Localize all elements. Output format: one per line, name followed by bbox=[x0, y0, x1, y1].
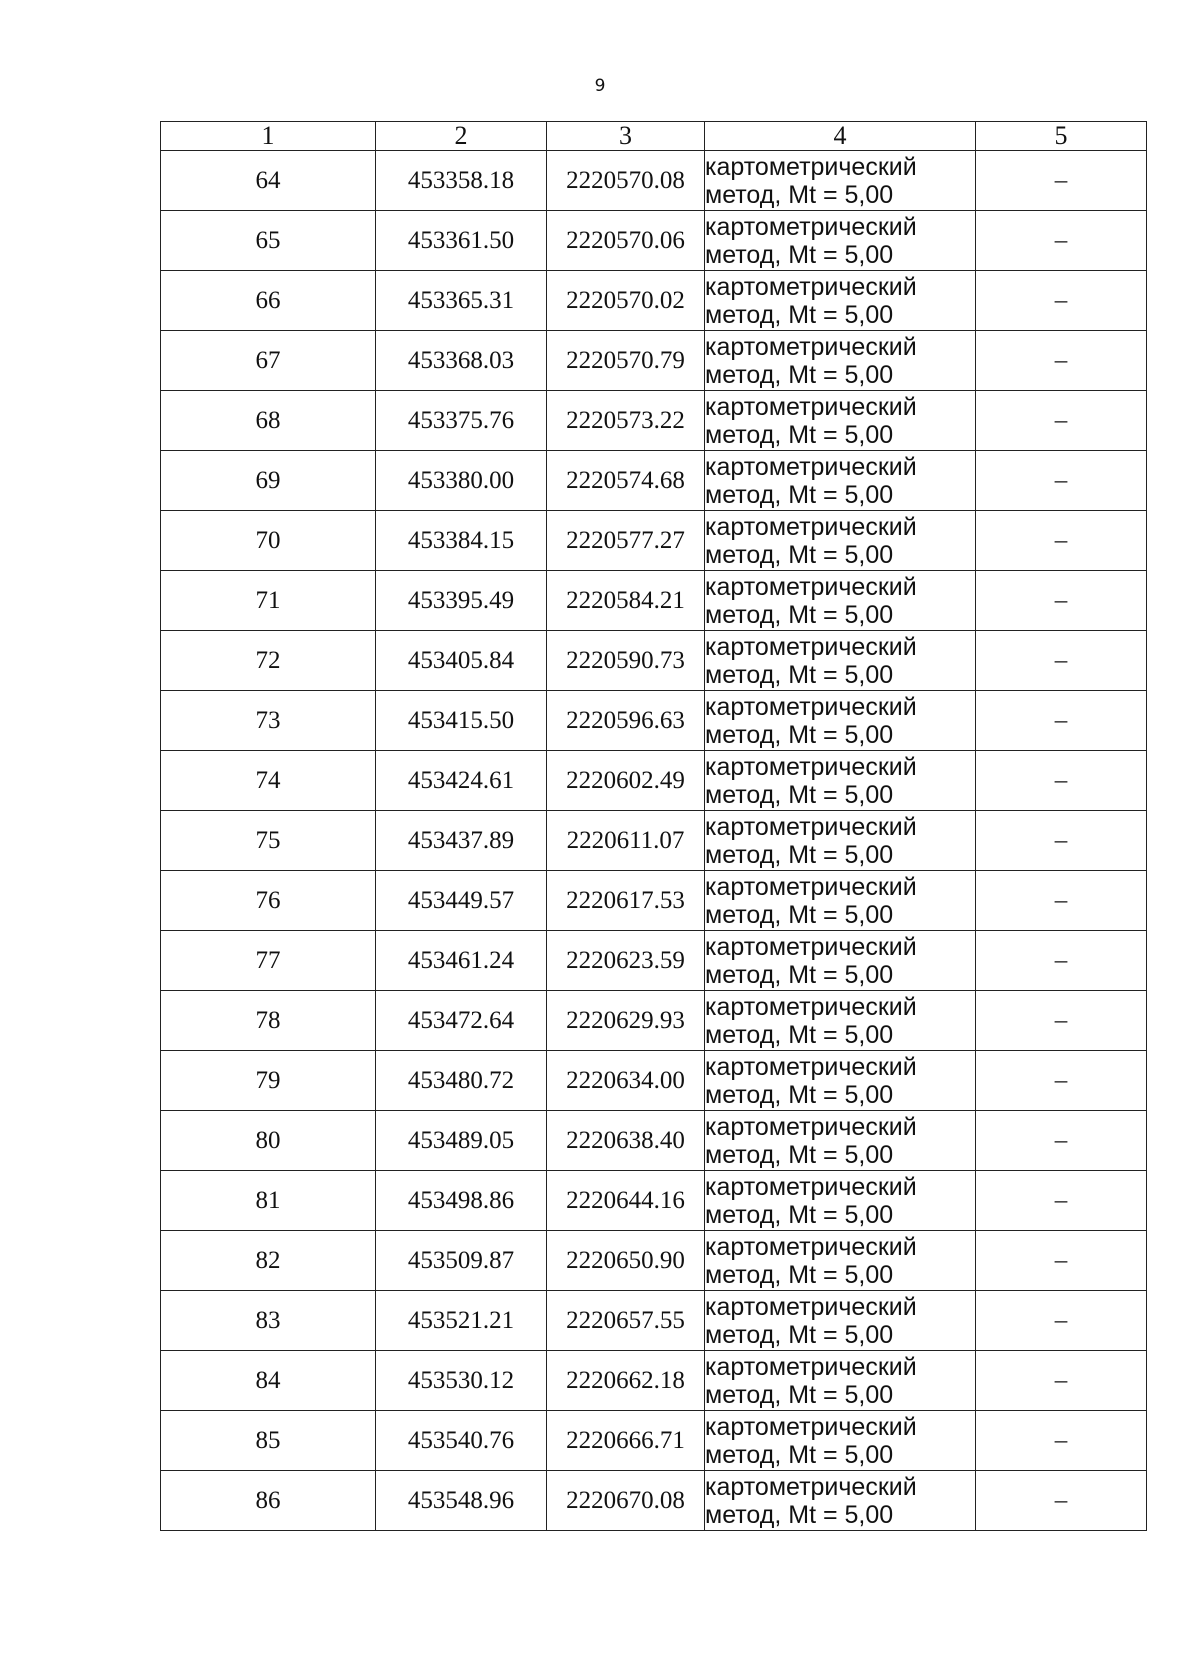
table-row bbox=[161, 691, 1147, 751]
method-cell bbox=[705, 331, 976, 391]
table-row bbox=[161, 1051, 1147, 1111]
column-header-2: 2 bbox=[376, 122, 547, 151]
column-header-4: 4 bbox=[705, 122, 976, 151]
y-coordinate-cell: 2220573.22 bbox=[547, 391, 705, 451]
point-number-cell: 75 bbox=[161, 811, 376, 871]
table-header bbox=[161, 122, 1147, 151]
table-row bbox=[161, 391, 1147, 451]
note-cell: – bbox=[976, 1111, 1147, 1171]
method-line-2: метод, Mt = 5,00 bbox=[705, 1320, 894, 1349]
method-cell bbox=[705, 271, 976, 331]
method-line-2: метод, Mt = 5,00 bbox=[705, 1380, 894, 1409]
method-line-2: метод, Mt = 5,00 bbox=[705, 960, 894, 989]
method-cell bbox=[705, 211, 976, 271]
table-row bbox=[161, 991, 1147, 1051]
note-cell: – bbox=[976, 991, 1147, 1051]
method-cell bbox=[705, 1471, 976, 1531]
method-cell bbox=[705, 571, 976, 631]
x-coordinate-cell: 453509.87 bbox=[376, 1231, 547, 1291]
method-line-2: метод, Mt = 5,00 bbox=[705, 1440, 894, 1469]
method-line-1: картометрический bbox=[705, 632, 917, 661]
point-number-cell: 69 bbox=[161, 451, 376, 511]
table-row bbox=[161, 631, 1147, 691]
method-cell bbox=[705, 871, 976, 931]
method-cell bbox=[705, 511, 976, 571]
method-line-2: метод, Mt = 5,00 bbox=[705, 1260, 894, 1289]
x-coordinate-cell: 453449.57 bbox=[376, 871, 547, 931]
note-cell: – bbox=[976, 1231, 1147, 1291]
method-line-1: картометрический bbox=[705, 572, 917, 601]
note-cell: – bbox=[976, 331, 1147, 391]
method-line-1: картометрический bbox=[705, 1232, 917, 1261]
note-cell: – bbox=[976, 151, 1147, 211]
table-body bbox=[161, 151, 1147, 1531]
point-number-cell: 76 bbox=[161, 871, 376, 931]
y-coordinate-cell: 2220638.40 bbox=[547, 1111, 705, 1171]
method-cell bbox=[705, 1171, 976, 1231]
x-coordinate-cell: 453548.96 bbox=[376, 1471, 547, 1531]
y-coordinate-cell: 2220570.08 bbox=[547, 151, 705, 211]
point-number-cell: 64 bbox=[161, 151, 376, 211]
note-cell: – bbox=[976, 871, 1147, 931]
table-row bbox=[161, 751, 1147, 811]
method-cell bbox=[705, 151, 976, 211]
table-row bbox=[161, 211, 1147, 271]
point-number-cell: 68 bbox=[161, 391, 376, 451]
method-line-2: метод, Mt = 5,00 bbox=[705, 660, 894, 689]
y-coordinate-cell: 2220596.63 bbox=[547, 691, 705, 751]
point-number-cell: 70 bbox=[161, 511, 376, 571]
method-line-1: картометрический bbox=[705, 272, 917, 301]
table-row bbox=[161, 331, 1147, 391]
method-line-1: картометрический bbox=[705, 992, 917, 1021]
table-row bbox=[161, 931, 1147, 991]
method-line-2: метод, Mt = 5,00 bbox=[705, 1080, 894, 1109]
x-coordinate-cell: 453358.18 bbox=[376, 151, 547, 211]
point-number-cell: 81 bbox=[161, 1171, 376, 1231]
method-cell bbox=[705, 811, 976, 871]
point-number-cell: 78 bbox=[161, 991, 376, 1051]
table-row bbox=[161, 1111, 1147, 1171]
note-cell: – bbox=[976, 751, 1147, 811]
note-cell: – bbox=[976, 1171, 1147, 1231]
method-cell bbox=[705, 1291, 976, 1351]
method-line-1: картометрический bbox=[705, 872, 917, 901]
note-cell: – bbox=[976, 811, 1147, 871]
x-coordinate-cell: 453405.84 bbox=[376, 631, 547, 691]
y-coordinate-cell: 2220623.59 bbox=[547, 931, 705, 991]
x-coordinate-cell: 453480.72 bbox=[376, 1051, 547, 1111]
note-cell: – bbox=[976, 511, 1147, 571]
y-coordinate-cell: 2220590.73 bbox=[547, 631, 705, 691]
page-number: 9 bbox=[594, 76, 606, 96]
method-cell bbox=[705, 1111, 976, 1171]
point-number-cell: 85 bbox=[161, 1411, 376, 1471]
method-line-2: метод, Mt = 5,00 bbox=[705, 600, 894, 629]
method-line-1: картометрический bbox=[705, 932, 917, 961]
x-coordinate-cell: 453380.00 bbox=[376, 451, 547, 511]
note-cell: – bbox=[976, 571, 1147, 631]
point-number-cell: 72 bbox=[161, 631, 376, 691]
table-row bbox=[161, 1231, 1147, 1291]
y-coordinate-cell: 2220570.79 bbox=[547, 331, 705, 391]
coordinates-table bbox=[160, 121, 1147, 1531]
method-line-2: метод, Mt = 5,00 bbox=[705, 360, 894, 389]
table-row bbox=[161, 1471, 1147, 1531]
y-coordinate-cell: 2220602.49 bbox=[547, 751, 705, 811]
point-number-cell: 73 bbox=[161, 691, 376, 751]
x-coordinate-cell: 453498.86 bbox=[376, 1171, 547, 1231]
column-header-1: 1 bbox=[161, 122, 376, 151]
y-coordinate-cell: 2220617.53 bbox=[547, 871, 705, 931]
method-line-2: метод, Mt = 5,00 bbox=[705, 840, 894, 869]
method-line-2: метод, Mt = 5,00 bbox=[705, 480, 894, 509]
column-header-3: 3 bbox=[547, 122, 705, 151]
point-number-cell: 77 bbox=[161, 931, 376, 991]
method-cell bbox=[705, 1051, 976, 1111]
method-line-2: метод, Mt = 5,00 bbox=[705, 300, 894, 329]
table-row bbox=[161, 811, 1147, 871]
table-row bbox=[161, 1351, 1147, 1411]
x-coordinate-cell: 453521.21 bbox=[376, 1291, 547, 1351]
y-coordinate-cell: 2220577.27 bbox=[547, 511, 705, 571]
method-line-2: метод, Mt = 5,00 bbox=[705, 420, 894, 449]
table-row bbox=[161, 271, 1147, 331]
method-cell bbox=[705, 1231, 976, 1291]
point-number-cell: 67 bbox=[161, 331, 376, 391]
note-cell: – bbox=[976, 391, 1147, 451]
y-coordinate-cell: 2220650.90 bbox=[547, 1231, 705, 1291]
y-coordinate-cell: 2220634.00 bbox=[547, 1051, 705, 1111]
method-line-2: метод, Mt = 5,00 bbox=[705, 540, 894, 569]
table-row bbox=[161, 1291, 1147, 1351]
method-cell bbox=[705, 691, 976, 751]
method-line-1: картометрический bbox=[705, 392, 917, 421]
method-line-1: картометрический bbox=[705, 1172, 917, 1201]
x-coordinate-cell: 453472.64 bbox=[376, 991, 547, 1051]
method-cell bbox=[705, 631, 976, 691]
x-coordinate-cell: 453384.15 bbox=[376, 511, 547, 571]
column-header-5: 5 bbox=[976, 122, 1147, 151]
table-row bbox=[161, 1411, 1147, 1471]
point-number-cell: 82 bbox=[161, 1231, 376, 1291]
x-coordinate-cell: 453361.50 bbox=[376, 211, 547, 271]
x-coordinate-cell: 453365.31 bbox=[376, 271, 547, 331]
method-line-2: метод, Mt = 5,00 bbox=[705, 720, 894, 749]
note-cell: – bbox=[976, 931, 1147, 991]
method-line-2: метод, Mt = 5,00 bbox=[705, 1020, 894, 1049]
method-cell bbox=[705, 1351, 976, 1411]
method-line-1: картометрический bbox=[705, 1472, 917, 1501]
method-cell bbox=[705, 931, 976, 991]
note-cell: – bbox=[976, 271, 1147, 331]
method-line-2: метод, Mt = 5,00 bbox=[705, 1200, 894, 1229]
point-number-cell: 83 bbox=[161, 1291, 376, 1351]
y-coordinate-cell: 2220644.16 bbox=[547, 1171, 705, 1231]
method-line-1: картометрический bbox=[705, 812, 917, 841]
point-number-cell: 86 bbox=[161, 1471, 376, 1531]
note-cell: – bbox=[976, 1051, 1147, 1111]
table-row bbox=[161, 451, 1147, 511]
method-line-1: картометрический bbox=[705, 1292, 917, 1321]
table-row bbox=[161, 511, 1147, 571]
method-cell bbox=[705, 751, 976, 811]
point-number-cell: 79 bbox=[161, 1051, 376, 1111]
method-line-1: картометрический bbox=[705, 512, 917, 541]
y-coordinate-cell: 2220662.18 bbox=[547, 1351, 705, 1411]
note-cell: – bbox=[976, 1411, 1147, 1471]
y-coordinate-cell: 2220670.08 bbox=[547, 1471, 705, 1531]
point-number-cell: 84 bbox=[161, 1351, 376, 1411]
method-line-1: картометрический bbox=[705, 152, 917, 181]
point-number-cell: 74 bbox=[161, 751, 376, 811]
point-number-cell: 66 bbox=[161, 271, 376, 331]
note-cell: – bbox=[976, 451, 1147, 511]
y-coordinate-cell: 2220574.68 bbox=[547, 451, 705, 511]
point-number-cell: 71 bbox=[161, 571, 376, 631]
note-cell: – bbox=[976, 1471, 1147, 1531]
point-number-cell: 65 bbox=[161, 211, 376, 271]
x-coordinate-cell: 453540.76 bbox=[376, 1411, 547, 1471]
table-row bbox=[161, 871, 1147, 931]
method-line-2: метод, Mt = 5,00 bbox=[705, 780, 894, 809]
method-cell bbox=[705, 1411, 976, 1471]
method-line-1: картометрический bbox=[705, 212, 917, 241]
x-coordinate-cell: 453424.61 bbox=[376, 751, 547, 811]
method-cell bbox=[705, 991, 976, 1051]
method-line-1: картометрический bbox=[705, 332, 917, 361]
method-line-2: метод, Mt = 5,00 bbox=[705, 1140, 894, 1169]
table-row bbox=[161, 571, 1147, 631]
x-coordinate-cell: 453489.05 bbox=[376, 1111, 547, 1171]
x-coordinate-cell: 453375.76 bbox=[376, 391, 547, 451]
table-row bbox=[161, 151, 1147, 211]
y-coordinate-cell: 2220629.93 bbox=[547, 991, 705, 1051]
method-line-1: картометрический bbox=[705, 1352, 917, 1381]
method-line-1: картометрический bbox=[705, 752, 917, 781]
method-line-1: картометрический bbox=[705, 1112, 917, 1141]
y-coordinate-cell: 2220657.55 bbox=[547, 1291, 705, 1351]
note-cell: – bbox=[976, 1291, 1147, 1351]
note-cell: – bbox=[976, 631, 1147, 691]
method-line-2: метод, Mt = 5,00 bbox=[705, 240, 894, 269]
x-coordinate-cell: 453461.24 bbox=[376, 931, 547, 991]
note-cell: – bbox=[976, 211, 1147, 271]
x-coordinate-cell: 453368.03 bbox=[376, 331, 547, 391]
x-coordinate-cell: 453530.12 bbox=[376, 1351, 547, 1411]
x-coordinate-cell: 453395.49 bbox=[376, 571, 547, 631]
x-coordinate-cell: 453437.89 bbox=[376, 811, 547, 871]
point-number-cell: 80 bbox=[161, 1111, 376, 1171]
method-line-1: картометрический bbox=[705, 1052, 917, 1081]
method-line-2: метод, Mt = 5,00 bbox=[705, 1500, 894, 1529]
method-cell bbox=[705, 451, 976, 511]
y-coordinate-cell: 2220570.02 bbox=[547, 271, 705, 331]
y-coordinate-cell: 2220570.06 bbox=[547, 211, 705, 271]
y-coordinate-cell: 2220584.21 bbox=[547, 571, 705, 631]
note-cell: – bbox=[976, 691, 1147, 751]
method-line-2: метод, Mt = 5,00 bbox=[705, 180, 894, 209]
y-coordinate-cell: 2220611.07 bbox=[547, 811, 705, 871]
note-cell: – bbox=[976, 1351, 1147, 1411]
method-line-1: картометрический bbox=[705, 452, 917, 481]
method-line-2: метод, Mt = 5,00 bbox=[705, 900, 894, 929]
header-row bbox=[161, 122, 1147, 151]
method-line-1: картометрический bbox=[705, 692, 917, 721]
table-row bbox=[161, 1171, 1147, 1231]
y-coordinate-cell: 2220666.71 bbox=[547, 1411, 705, 1471]
method-line-1: картометрический bbox=[705, 1412, 917, 1441]
x-coordinate-cell: 453415.50 bbox=[376, 691, 547, 751]
method-cell bbox=[705, 391, 976, 451]
